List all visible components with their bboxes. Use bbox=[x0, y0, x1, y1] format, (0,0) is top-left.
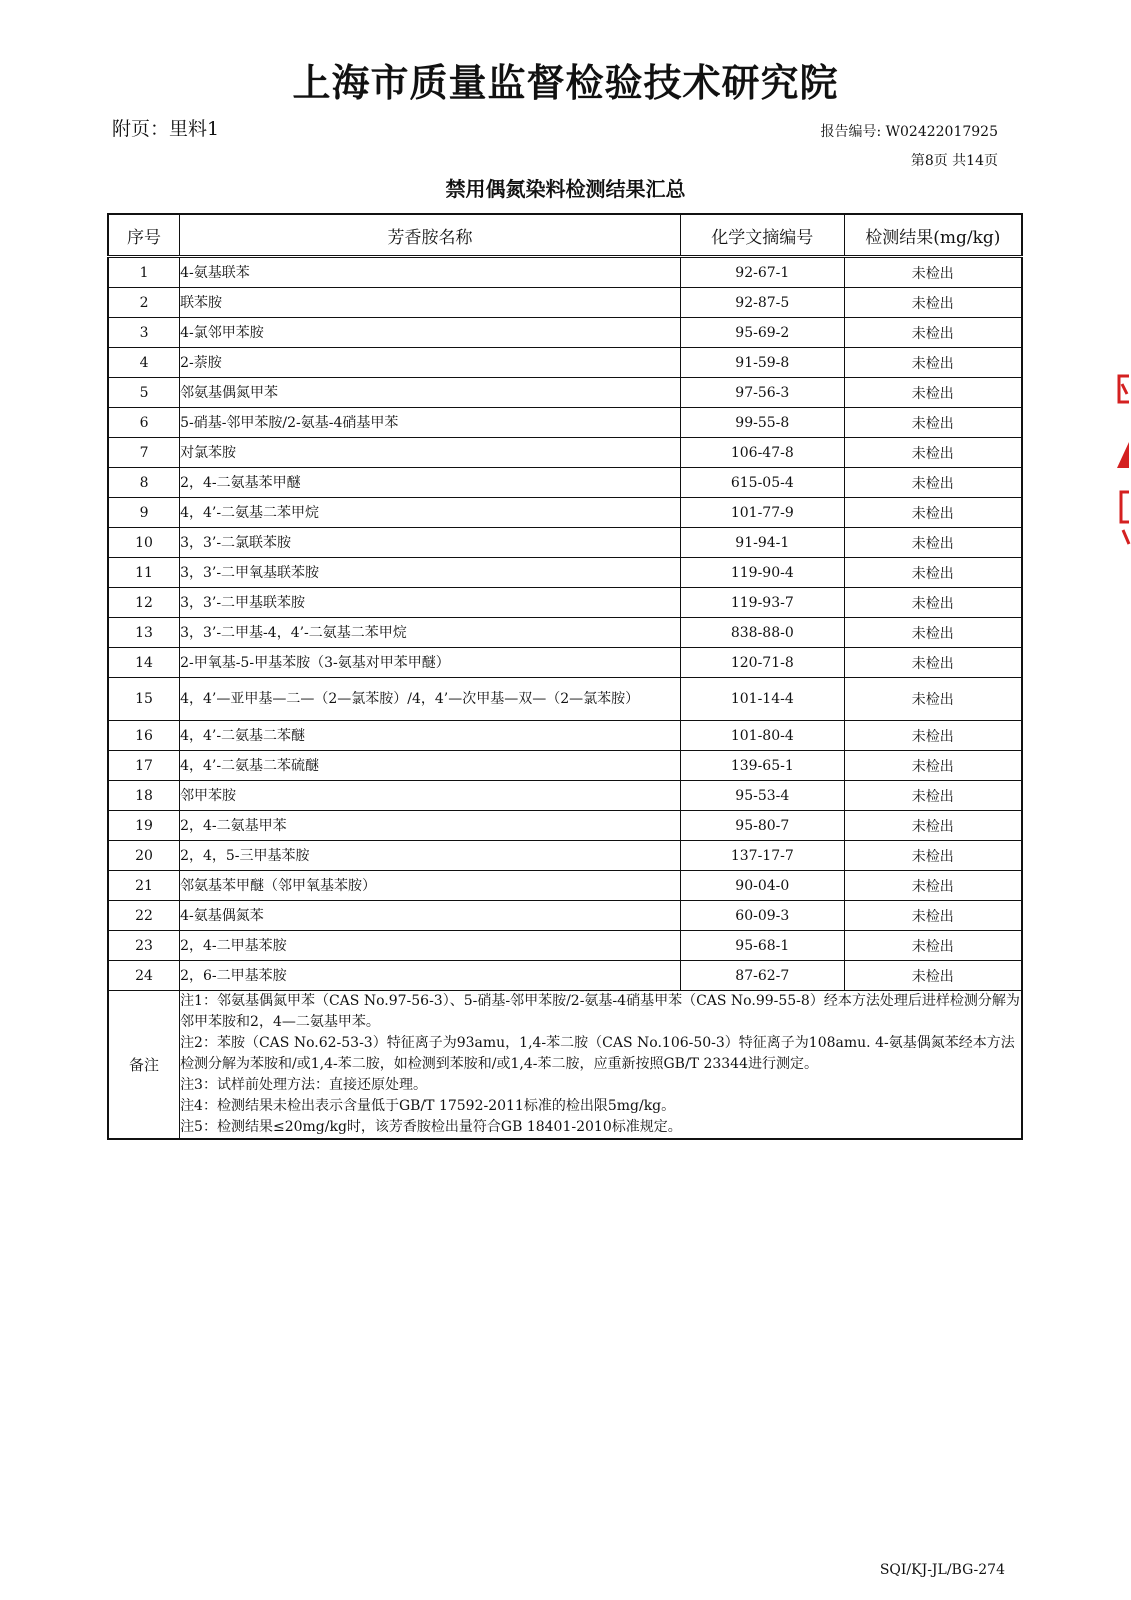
table-row bbox=[108, 781, 1022, 811]
cas-number: 91-94-1 bbox=[681, 528, 845, 558]
amine-name: 2，4-二甲基苯胺 bbox=[180, 931, 681, 961]
notes-body bbox=[180, 991, 1022, 1140]
col-header-name: 芳香胺名称 bbox=[180, 214, 681, 257]
table-row bbox=[108, 961, 1022, 991]
cas-number: 615-05-4 bbox=[681, 468, 845, 498]
amine-name: 5-硝基-邻甲苯胺/2-氨基-4硝基甲苯 bbox=[180, 408, 681, 438]
row-number: 22 bbox=[108, 901, 180, 931]
amine-name: 2，4-二氨基甲苯 bbox=[180, 811, 681, 841]
report-number: 报告编号: W02422017925 bbox=[820, 124, 998, 140]
test-result: 未检出 bbox=[844, 588, 1022, 618]
cas-number: 120-71-8 bbox=[681, 648, 845, 678]
amine-name: 2，4-二氨基苯甲醚 bbox=[180, 468, 681, 498]
col-header-no: 序号 bbox=[108, 214, 180, 257]
row-number: 9 bbox=[108, 498, 180, 528]
test-result: 未检出 bbox=[844, 931, 1022, 961]
row-number: 8 bbox=[108, 468, 180, 498]
table-body bbox=[108, 257, 1022, 991]
row-number: 10 bbox=[108, 528, 180, 558]
amine-name: 4-氯邻甲苯胺 bbox=[180, 318, 681, 348]
test-result: 未检出 bbox=[844, 961, 1022, 991]
cas-number: 97-56-3 bbox=[681, 378, 845, 408]
table-row bbox=[108, 498, 1022, 528]
row-number: 15 bbox=[108, 678, 180, 721]
notes-row bbox=[108, 991, 1022, 1140]
test-result: 未检出 bbox=[844, 751, 1022, 781]
table-row bbox=[108, 528, 1022, 558]
form-code: SQI/KJ-JL/BG-274 bbox=[879, 1562, 1005, 1578]
test-result: 未检出 bbox=[844, 678, 1022, 721]
row-number: 4 bbox=[108, 348, 180, 378]
test-result: 未检出 bbox=[844, 408, 1022, 438]
table-row bbox=[108, 408, 1022, 438]
appendix-label: 附页：里料1 bbox=[112, 118, 220, 140]
test-result: 未检出 bbox=[844, 901, 1022, 931]
amine-name: 2，4，5-三甲基苯胺 bbox=[180, 841, 681, 871]
row-number: 16 bbox=[108, 721, 180, 751]
document-title: 上海市质量监督检验技术研究院 bbox=[292, 60, 839, 105]
page-number: 第8页 共14页 bbox=[910, 153, 998, 169]
test-result: 未检出 bbox=[844, 498, 1022, 528]
test-result: 未检出 bbox=[844, 781, 1022, 811]
cas-number: 101-80-4 bbox=[681, 721, 845, 751]
row-number: 3 bbox=[108, 318, 180, 348]
cas-number: 87-62-7 bbox=[681, 961, 845, 991]
cas-number: 95-80-7 bbox=[681, 811, 845, 841]
amine-name: 4-氨基联苯 bbox=[180, 257, 681, 288]
table-row bbox=[108, 468, 1022, 498]
row-number: 19 bbox=[108, 811, 180, 841]
test-result: 未检出 bbox=[844, 558, 1022, 588]
table-row bbox=[108, 721, 1022, 751]
table-row bbox=[108, 318, 1022, 348]
table-row bbox=[108, 618, 1022, 648]
amine-name: 4，4’-二氨基二苯醚 bbox=[180, 721, 681, 751]
test-result: 未检出 bbox=[844, 721, 1022, 751]
test-result: 未检出 bbox=[844, 288, 1022, 318]
row-number: 7 bbox=[108, 438, 180, 468]
note-4: 注4：检测结果未检出表示含量低于GB/T 17592-2011标准的检出限5mg/kg。 bbox=[180, 1098, 676, 1114]
row-number: 2 bbox=[108, 288, 180, 318]
cas-number: 92-87-5 bbox=[681, 288, 845, 318]
note-5: 注5：检测结果≤20mg/kg时，该芳香胺检出量符合GB 18401-2010标准规定。 bbox=[180, 1119, 682, 1135]
row-number: 12 bbox=[108, 588, 180, 618]
table-row bbox=[108, 811, 1022, 841]
table-row bbox=[108, 348, 1022, 378]
notes-label: 备注 bbox=[108, 991, 180, 1140]
table-row bbox=[108, 678, 1022, 721]
row-number: 6 bbox=[108, 408, 180, 438]
note-3: 注3：试样前处理方法：直接还原处理。 bbox=[180, 1077, 427, 1093]
cas-number: 106-47-8 bbox=[681, 438, 845, 468]
row-number: 20 bbox=[108, 841, 180, 871]
amine-name: 2-甲氧基-5-甲基苯胺（3-氨基对甲苯甲醚） bbox=[180, 648, 681, 678]
note-1: 注1：邻氨基偶氮甲苯（CAS No.97-56-3）、5-硝基-邻甲苯胺/2-氨基-4硝基甲苯（CAS No.99-55-8）经本方法处理后进样检测分解为邻甲苯胺和2，4—二氨基甲苯。 bbox=[180, 993, 1020, 1030]
table-row bbox=[108, 901, 1022, 931]
amine-name: 邻甲苯胺 bbox=[180, 781, 681, 811]
table-header-row bbox=[108, 214, 1022, 257]
cas-number: 119-90-4 bbox=[681, 558, 845, 588]
amine-name: 4-氨基偶氮苯 bbox=[180, 901, 681, 931]
test-result: 未检出 bbox=[844, 318, 1022, 348]
table-row bbox=[108, 378, 1022, 408]
row-number: 11 bbox=[108, 558, 180, 588]
cas-number: 90-04-0 bbox=[681, 871, 845, 901]
row-number: 17 bbox=[108, 751, 180, 781]
test-result: 未检出 bbox=[844, 257, 1022, 288]
amine-name: 3，3’-二甲基-4，4’-二氨基二苯甲烷 bbox=[180, 618, 681, 648]
row-number: 21 bbox=[108, 871, 180, 901]
amine-name: 3，3’-二甲氧基联苯胺 bbox=[180, 558, 681, 588]
test-result: 未检出 bbox=[844, 811, 1022, 841]
row-number: 24 bbox=[108, 961, 180, 991]
row-number: 1 bbox=[108, 257, 180, 288]
cas-number: 92-67-1 bbox=[681, 257, 845, 288]
cas-number: 95-68-1 bbox=[681, 931, 845, 961]
amine-name: 邻氨基苯甲醚（邻甲氧基苯胺） bbox=[180, 871, 681, 901]
col-header-cas: 化学文摘编号 bbox=[681, 214, 845, 257]
amine-name: 邻氨基偶氮甲苯 bbox=[180, 378, 681, 408]
amine-name: 2，6-二甲基苯胺 bbox=[180, 961, 681, 991]
test-result: 未检出 bbox=[844, 648, 1022, 678]
test-result: 未检出 bbox=[844, 348, 1022, 378]
table-row bbox=[108, 841, 1022, 871]
row-number: 13 bbox=[108, 618, 180, 648]
test-result: 未检出 bbox=[844, 468, 1022, 498]
amine-name: 4，4’-二氨基二苯硫醚 bbox=[180, 751, 681, 781]
row-number: 18 bbox=[108, 781, 180, 811]
table-row bbox=[108, 438, 1022, 468]
cas-number: 91-59-8 bbox=[681, 348, 845, 378]
amine-name: 3，3’-二甲基联苯胺 bbox=[180, 588, 681, 618]
cas-number: 119-93-7 bbox=[681, 588, 845, 618]
test-result: 未检出 bbox=[844, 841, 1022, 871]
amine-name: 对氯苯胺 bbox=[180, 438, 681, 468]
table-row bbox=[108, 648, 1022, 678]
cas-number: 838-88-0 bbox=[681, 618, 845, 648]
test-result: 未检出 bbox=[844, 378, 1022, 408]
table-title: 禁用偶氮染料检测结果汇总 bbox=[445, 177, 686, 201]
row-number: 23 bbox=[108, 931, 180, 961]
col-header-result: 检测结果(mg/kg) bbox=[844, 214, 1022, 257]
table-row bbox=[108, 871, 1022, 901]
row-number: 5 bbox=[108, 378, 180, 408]
cas-number: 101-77-9 bbox=[681, 498, 845, 528]
test-result: 未检出 bbox=[844, 438, 1022, 468]
cas-number: 99-55-8 bbox=[681, 408, 845, 438]
amine-name: 联苯胺 bbox=[180, 288, 681, 318]
cas-number: 60-09-3 bbox=[681, 901, 845, 931]
table-row bbox=[108, 751, 1022, 781]
amine-name: 3，3’-二氯联苯胺 bbox=[180, 528, 681, 558]
table-row bbox=[108, 257, 1022, 288]
cas-number: 95-53-4 bbox=[681, 781, 845, 811]
cas-number: 101-14-4 bbox=[681, 678, 845, 721]
table-row bbox=[108, 288, 1022, 318]
amine-name: 4，4’-二氨基二苯甲烷 bbox=[180, 498, 681, 528]
test-result: 未检出 bbox=[844, 528, 1022, 558]
amine-name: 2-萘胺 bbox=[180, 348, 681, 378]
table-row bbox=[108, 931, 1022, 961]
amine-name: 4，4’—亚甲基—二—（2—氯苯胺）/4，4’—次甲基—双—（2—氯苯胺） bbox=[180, 678, 681, 721]
results-table bbox=[107, 213, 1023, 1140]
cas-number: 95-69-2 bbox=[681, 318, 845, 348]
cas-number: 137-17-7 bbox=[681, 841, 845, 871]
table-row bbox=[108, 558, 1022, 588]
test-result: 未检出 bbox=[844, 871, 1022, 901]
row-number: 14 bbox=[108, 648, 180, 678]
table-row bbox=[108, 588, 1022, 618]
cas-number: 139-65-1 bbox=[681, 751, 845, 781]
seal-stamp-fragment bbox=[1113, 372, 1131, 548]
note-2: 注2：苯胺（CAS No.62-53-3）特征离子为93amu，1,4-苯二胺（CAS No.106-50-3）特征离子为108amu. 4-氨基偶氮苯经本方法检测分解为苯胺和/或1,4-苯二胺，如检测到苯胺和/或1,4-苯二胺，应重新按照GB/T 23344进行测定。 bbox=[180, 1035, 1015, 1072]
test-result: 未检出 bbox=[844, 618, 1022, 648]
